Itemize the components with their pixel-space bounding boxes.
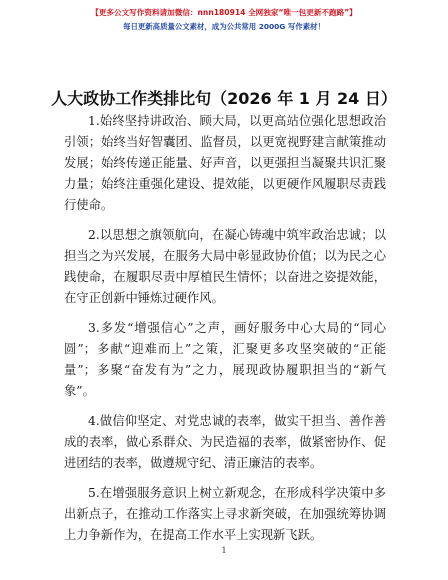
paragraph-2: 2.以思想之旗领航向，在凝心铸魂中筑牢政治忠诚；以担当之为兴发展，在服务大局中彰显政协价值；以为民之心践使命，在履职尽责中厚植民生情怀；以奋进之姿提效能，在守正创新中锤炼过硬作风。 [64,228,386,305]
promo-banner-line-2: 每日更新高质量公文素材，成为公共常用 2000G 写作素材！ [123,22,325,31]
paragraph-3: 3.多发“增强信心”之声，画好服务中心大局的“同心圆”；多献“迎难而上”之策，汇聚更多攻坚突破的“正能量”；多聚“奋发有为”之力，展现政协履职担当的“新气象”。 [64,321,386,398]
paragraph-5: 5.在增强服务意识上树立新观念，在形成科学决策中多出新点子，在推动工作落实上寻求新突破，在加强统筹协调上力争新作为，在提高工作水平上实现新飞跃。 [64,486,386,542]
paragraph-4: 4.做信仰坚定、对党忠诚的表率，做实干担当、善作善成的表率，做心系群众、为民造福的表率，做紧密协作、促进团结的表率，做遵规守纪、清正廉洁的表率。 [64,414,386,470]
document-title: 人大政协工作类排比句（2026 年 1 月 24 日） [51,89,397,108]
promo-banner-line-1: 【更多公文写作资料请加微信：nnn180914 全网独家“唯一包更新不跑路”】 [91,8,357,17]
promo-banner [0,6,448,33]
page-number: 1 [221,546,227,555]
document-body [64,111,386,555]
paragraph-1: 1.始终坚持讲政治、顾大局，以更高站位强化思想政治引领；始终当好智囊团、监督员，以更宽视野建言献策推动发展；始终传递正能量、好声音，以更强担当凝聚共识汇聚力量；始终注重强化建设、提效能，以更硬作风履职尽责践行使命。 [64,114,386,212]
